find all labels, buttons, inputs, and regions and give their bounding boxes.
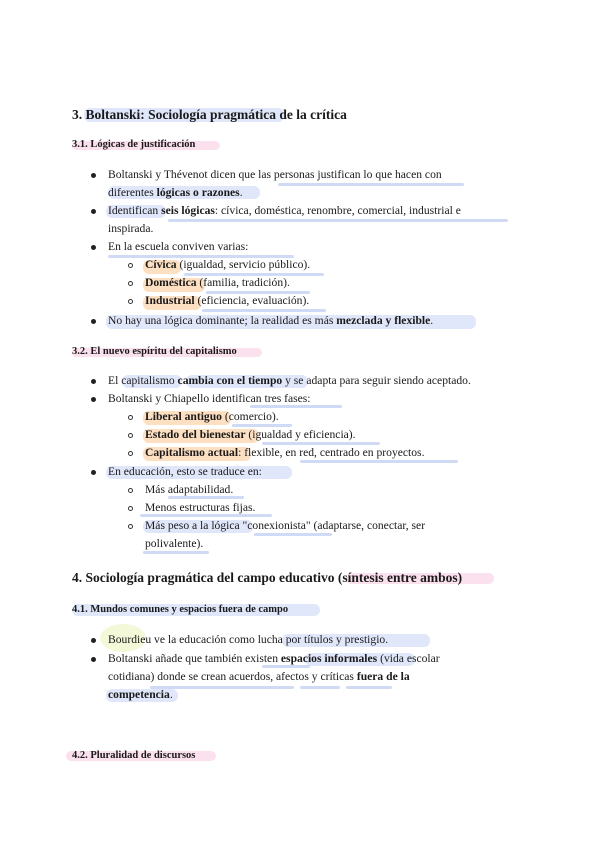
bullet-dot: [91, 470, 96, 475]
bullet-dot: [91, 173, 96, 178]
list-item-text: Boltanski y Chiapello identifican tres fases:: [108, 392, 311, 405]
list-item-text: inspirada.: [108, 222, 154, 235]
bullet-dot: [91, 657, 96, 662]
bullet-dot: [91, 379, 96, 384]
sub-list-item: Capitalismo actual: flexible, en red, centrado en proyectos.: [145, 446, 425, 459]
sub-list-item: Liberal antiguo (comercio).: [145, 410, 279, 423]
sub-list-item: Menos estructuras fijas.: [145, 501, 256, 514]
list-item-text: En educación, esto se traduce en:: [108, 465, 262, 478]
list-item-text: No hay una lógica dominante; la realidad es más mezclada y flexible.: [108, 314, 434, 327]
bullet-dot: [91, 638, 96, 643]
bullet-dot: [91, 245, 96, 250]
bullet-dot: [91, 209, 96, 214]
bullet-dot: [91, 397, 96, 402]
list-item-text: Boltanski y Thévenot dicen que las personas justifican lo que hacen con: [108, 168, 442, 181]
list-item-text: competencia.: [108, 688, 173, 701]
list-item-text: Bourdieu ve la educación como lucha por títulos y prestigio.: [108, 633, 389, 646]
sub-list-item: Cívica (igualdad, servicio público).: [145, 258, 311, 271]
section-3-title-rest: de la crítica: [279, 107, 347, 122]
list-item-text: En la escuela conviven varias:: [108, 240, 249, 253]
subsection-3-1-title: 3.1. Lógicas de justificación: [72, 139, 196, 150]
sub-bullet-circle: [128, 451, 133, 456]
sub-bullet-circle: [128, 299, 133, 304]
underline-criticas: [346, 686, 392, 689]
section-3-heading: [72, 107, 347, 123]
sub-list-item: Más peso a la lógica "conexionista" (adaptarse, conectar, ser: [145, 519, 426, 532]
list-item-text: El capitalismo cambia con el tiempo y se adapta para seguir siendo aceptado.: [108, 374, 471, 387]
sub-list-item: Industrial (eficiencia, evaluación).: [145, 294, 310, 307]
underline-afectos: [300, 686, 340, 689]
sub-bullet-circle: [128, 263, 133, 268]
bullet-dot: [91, 319, 96, 324]
sub-bullet-circle: [128, 488, 133, 493]
section-3-title-accent: Boltanski: Sociología pragmática: [85, 107, 277, 122]
list-item-text: diferentes lógicas o razones.: [108, 186, 243, 199]
section-4-heading: 4. Sociología pragmática del campo educativo (síntesis entre ambos): [72, 570, 463, 585]
list-item-text: Boltanski añade que también existen espacios informales (vida escolar: [108, 652, 440, 665]
sub-list-item: Doméstica (familia, tradición).: [145, 276, 290, 289]
section-3-number: 3.: [72, 107, 83, 122]
subsection-4-2-title: 4.2. Pluralidad de discursos: [72, 750, 196, 761]
sub-list-item: polivalente).: [145, 537, 204, 550]
sub-bullet-circle: [128, 433, 133, 438]
sub-bullet-circle: [128, 506, 133, 511]
subsection-3-2-title: 3.2. El nuevo espíritu del capitalismo: [72, 346, 237, 357]
list-item-text: Identifican seis lógicas: cívica, doméstica, renombre, comercial, industrial e: [108, 204, 461, 217]
sub-bullet-circle: [128, 524, 133, 529]
sub-bullet-circle: [128, 281, 133, 286]
sub-bullet-circle: [128, 415, 133, 420]
sub-list-item: Estado del bienestar (igualdad y eficiencia).: [145, 428, 356, 441]
list-item-text: cotidiana) donde se crean acuerdos, afectos y críticas fuera de la: [108, 670, 410, 683]
subsection-4-1-title: 4.1. Mundos comunes y espacios fuera de campo: [72, 604, 289, 615]
sub-list-item: Más adaptabilidad.: [145, 483, 234, 496]
